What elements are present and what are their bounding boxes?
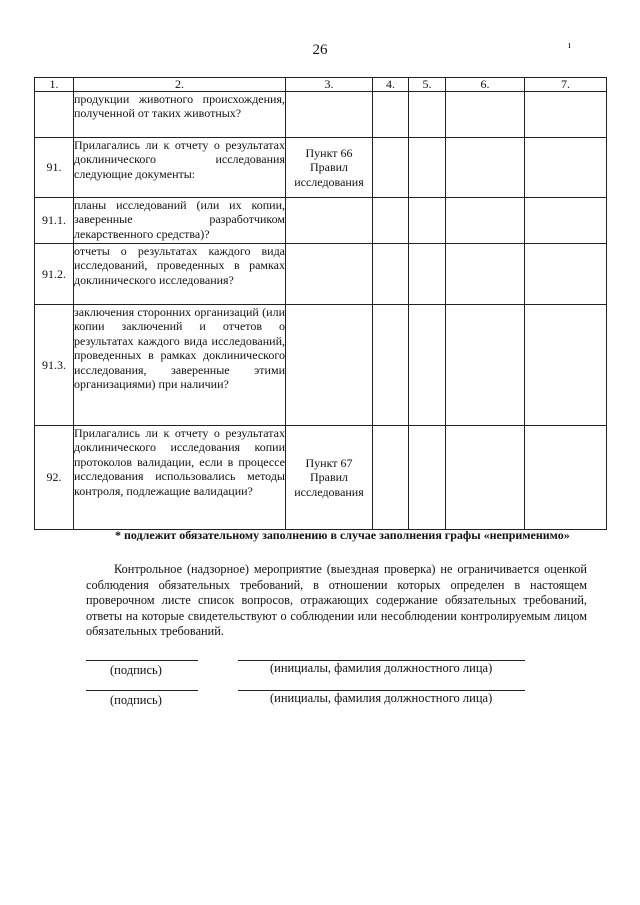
- answer-cell[interactable]: [373, 92, 409, 138]
- column-header: 7.: [525, 78, 607, 92]
- table-row: [35, 426, 607, 530]
- column-header: 2.: [74, 78, 286, 92]
- closing-paragraph: Контрольное (надзорное) мероприятие (выездная проверка) не ограничивается оценкой соблюдения обязательных требований, в отношении которых определен в настоящем проверочном листе список вопросов, отражающих содержание обязательных требований, ответы на которые свидетельствуют о соблюдении или несоблюдении контролируемым лицом обязательных требований.: [86, 562, 587, 638]
- page-number: 26: [312, 42, 328, 58]
- column-header: 4.: [373, 78, 409, 92]
- answer-cell[interactable]: [446, 92, 525, 138]
- answer-cell[interactable]: [409, 138, 446, 198]
- answer-cell[interactable]: [409, 244, 446, 305]
- table-row: [35, 244, 607, 305]
- row-reference: [286, 244, 373, 305]
- name-label: (инициалы, фамилия должностного лица): [270, 661, 493, 675]
- answer-cell[interactable]: [525, 92, 607, 138]
- row-number: 92.: [35, 426, 74, 530]
- table-row: [35, 198, 607, 244]
- answer-cell[interactable]: [525, 138, 607, 198]
- answer-cell[interactable]: [409, 426, 446, 530]
- name-label: (инициалы, фамилия должностного лица): [270, 691, 493, 705]
- answer-cell[interactable]: [446, 426, 525, 530]
- table-header-row: [35, 78, 607, 92]
- checklist-table: [34, 77, 607, 530]
- row-number: 91.1.: [35, 198, 74, 244]
- answer-cell[interactable]: [373, 244, 409, 305]
- signature-label: (подпись): [110, 693, 162, 707]
- answer-cell[interactable]: [409, 198, 446, 244]
- row-question: Прилагались ли к отчету о результатах доклинического исследования следующие документы:: [74, 138, 286, 198]
- answer-cell[interactable]: [373, 305, 409, 426]
- answer-cell[interactable]: [409, 92, 446, 138]
- answer-cell[interactable]: [525, 198, 607, 244]
- row-question: отчеты о результатах каждого вида исследований, проведенных в рамках доклинического исследования?: [74, 244, 286, 305]
- answer-cell[interactable]: [373, 426, 409, 530]
- row-reference: Пункт 67 Правил исследования: [286, 426, 373, 530]
- answer-cell[interactable]: [446, 198, 525, 244]
- row-number: 91.: [35, 138, 74, 198]
- row-question: планы исследований (или их копии, заверенные разработчиком лекарственного средства)?: [74, 198, 286, 244]
- table-row: [35, 305, 607, 426]
- row-number: 91.2.: [35, 244, 74, 305]
- row-question: заключения сторонних организаций (или копии заключений и отчетов о результатах каждого вида исследований, проведенных в рамках доклинического исследования, заверенные этими организациями) при наличии?: [74, 305, 286, 426]
- signature-line[interactable]: [86, 660, 198, 661]
- row-question: Прилагались ли к отчету о результатах доклинического исследования копии протоколов валидации, если в процессе исследования использовались методы контроля, подлежащие валидации?: [74, 426, 286, 530]
- row-reference: Пункт 66 Правил исследования: [286, 138, 373, 198]
- column-header: 1.: [35, 78, 74, 92]
- column-header: 3.: [286, 78, 373, 92]
- row-number: 91.3.: [35, 305, 74, 426]
- row-reference: [286, 92, 373, 138]
- table-row: [35, 138, 607, 198]
- signature-line[interactable]: [86, 690, 198, 691]
- answer-cell[interactable]: [409, 305, 446, 426]
- answer-cell[interactable]: [525, 426, 607, 530]
- answer-cell[interactable]: [373, 138, 409, 198]
- answer-cell[interactable]: [446, 305, 525, 426]
- corner-mark: ı: [568, 40, 571, 51]
- column-header: 5.: [409, 78, 446, 92]
- row-reference: [286, 305, 373, 426]
- answer-cell[interactable]: [525, 305, 607, 426]
- table-row: [35, 92, 607, 138]
- row-number: [35, 92, 74, 138]
- row-question: продукции животного происхождения, полученной от таких животных?: [74, 92, 286, 138]
- answer-cell[interactable]: [525, 244, 607, 305]
- footnote: * подлежит обязательному заполнению в случае заполнения графы «неприменимо»: [115, 528, 570, 542]
- answer-cell[interactable]: [446, 244, 525, 305]
- row-reference: [286, 198, 373, 244]
- signature-label: (подпись): [110, 663, 162, 677]
- answer-cell[interactable]: [446, 138, 525, 198]
- column-header: 6.: [446, 78, 525, 92]
- answer-cell[interactable]: [373, 198, 409, 244]
